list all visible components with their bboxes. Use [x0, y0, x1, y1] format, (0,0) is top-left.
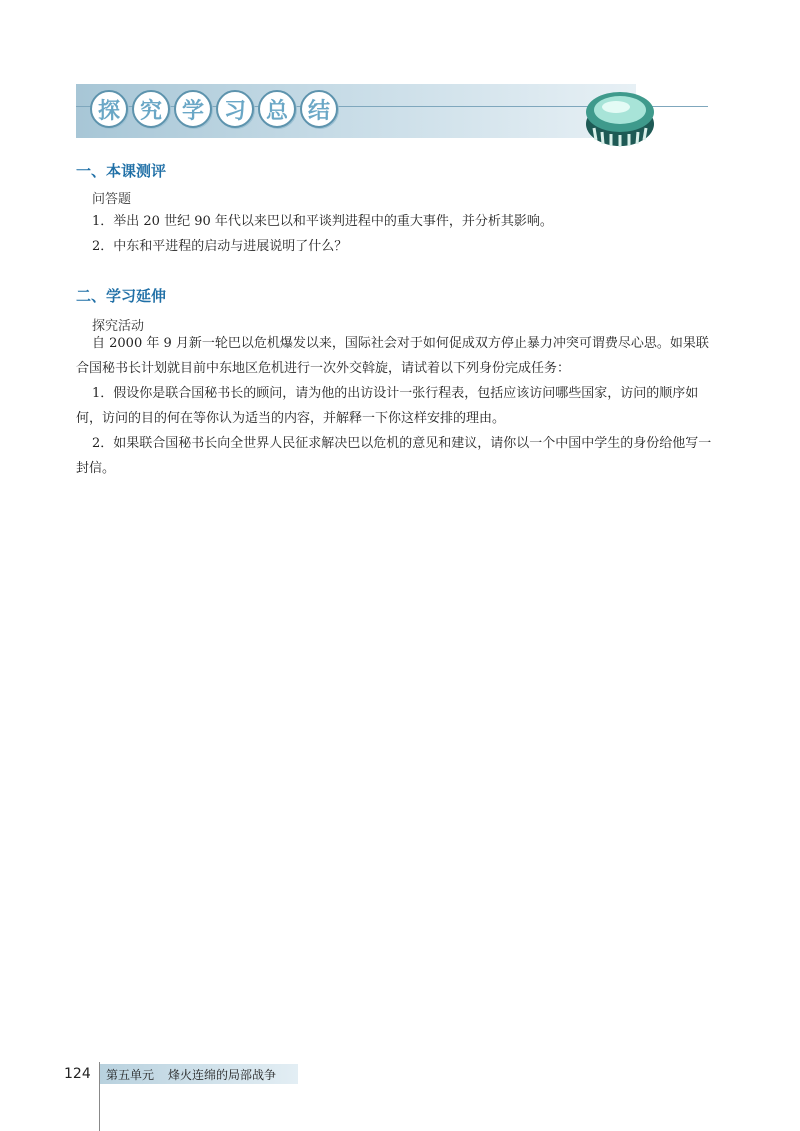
title-char: 究 — [132, 90, 170, 128]
unit-label: 第五单元 — [106, 1067, 155, 1082]
section-title — [90, 90, 338, 130]
intro-paragraph: 自 2000 年 9 月新一轮巴以危机爆发以来，国际社会对于如何促成双方停止暴力冲突可谓费尽心思。如果联合国秘书长计划就目前中东地区危机进行一次外交斡旋，请试着以下列身份完成任务： — [76, 336, 709, 376]
question-item: 1．举出 20 世纪 90 年代以来巴以和平谈判进程中的重大事件，并分析其影响。 — [92, 214, 553, 229]
title-char: 总 — [258, 90, 296, 128]
unit-title: 烽火连绵的局部战争 — [168, 1067, 277, 1082]
decorative-disc-icon — [584, 84, 656, 150]
title-char: 结 — [300, 90, 338, 128]
subheading: 探究活动 — [92, 319, 145, 334]
footer-unit-band — [100, 1064, 298, 1084]
page-number: 124 — [64, 1066, 91, 1082]
section-heading: 一、本课测评 — [76, 162, 167, 180]
task-item: 1．假设你是联合国秘书长的顾问，请为他的出访设计一张行程表，包括应该访问哪些国家，访问的顺序如何，访问的目的何在等你认为适当的内容，并解释一下你这样安排的理由。 — [76, 386, 699, 426]
title-char: 习 — [216, 90, 254, 128]
subheading: 问答题 — [92, 192, 132, 207]
title-char: 学 — [174, 90, 212, 128]
question-item: 2．中东和平进程的启动与进展说明了什么？ — [92, 239, 348, 254]
title-char: 探 — [90, 90, 128, 128]
section-heading: 二、学习延伸 — [76, 287, 167, 305]
task-item: 2．如果联合国秘书长向全世界人民征求解决巴以危机的意见和建议，请你以一个中国中学生的身份给他写一封信。 — [76, 436, 712, 476]
